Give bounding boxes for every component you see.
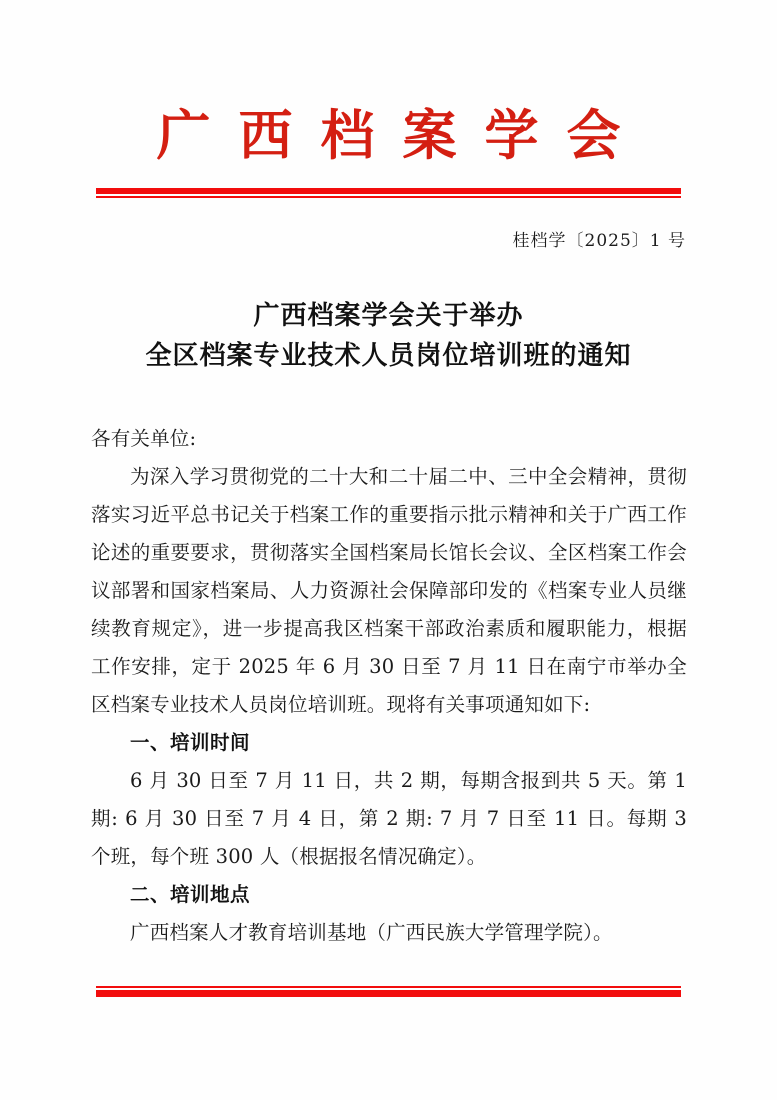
section-content-2: 广西档案人才教育培训基地（广西民族大学管理学院）。 xyxy=(130,921,613,944)
header-red-rule xyxy=(96,188,681,198)
section-heading-1: 一、培训时间 xyxy=(130,731,251,754)
document-title-line-2: 全区档案专业技术人员岗位培训班的通知 xyxy=(145,341,632,371)
section-content-1: 6 月 30 日至 7 月 11 日，共 2 期，每期含报到共 5 天。第 1 期: 6 月 30 日至 7 月 4 日，第 2 期: 7 月 7 日至 11 日。每期 3 个班，每个班 300 人（根据报名情况确定）。 xyxy=(91,769,687,868)
footer-rule-thick-bar xyxy=(96,990,681,997)
salutation: 各有关单位: xyxy=(91,427,197,450)
document-body xyxy=(91,420,687,952)
document-title-line-1: 广西档案学会关于举办 xyxy=(253,301,524,331)
letterhead-organization-name: 广西档案学会 xyxy=(156,103,649,167)
section-heading-2: 二、培训地点 xyxy=(130,883,251,906)
header-rule-thin-line xyxy=(96,196,681,198)
letterhead xyxy=(0,103,777,167)
body-paragraph-1: 为深入学习贯彻党的二十大和二十届二中、三中全会精神，贯彻落实习近平总书记关于档案工作的重要指示批示精神和关于广西工作论述的重要要求，贯彻落实全国档案局长馆长会议、全区档案工作会议部署和国家档案局、人力资源社会保障部印发的《档案专业人员继续教育规定》，进一步提高我区档案干部政治素质和履职能力，根据工作安排，定于 2025 年 6 月 30 日至 7 月 11 日在南宁市举办全区档案专业技术人员岗位培训班。现将有关事项通知如下: xyxy=(91,465,687,716)
document-number: 桂档学〔2025〕1 号 xyxy=(512,231,686,251)
document-title xyxy=(91,296,686,376)
footer-red-rule xyxy=(96,986,681,997)
